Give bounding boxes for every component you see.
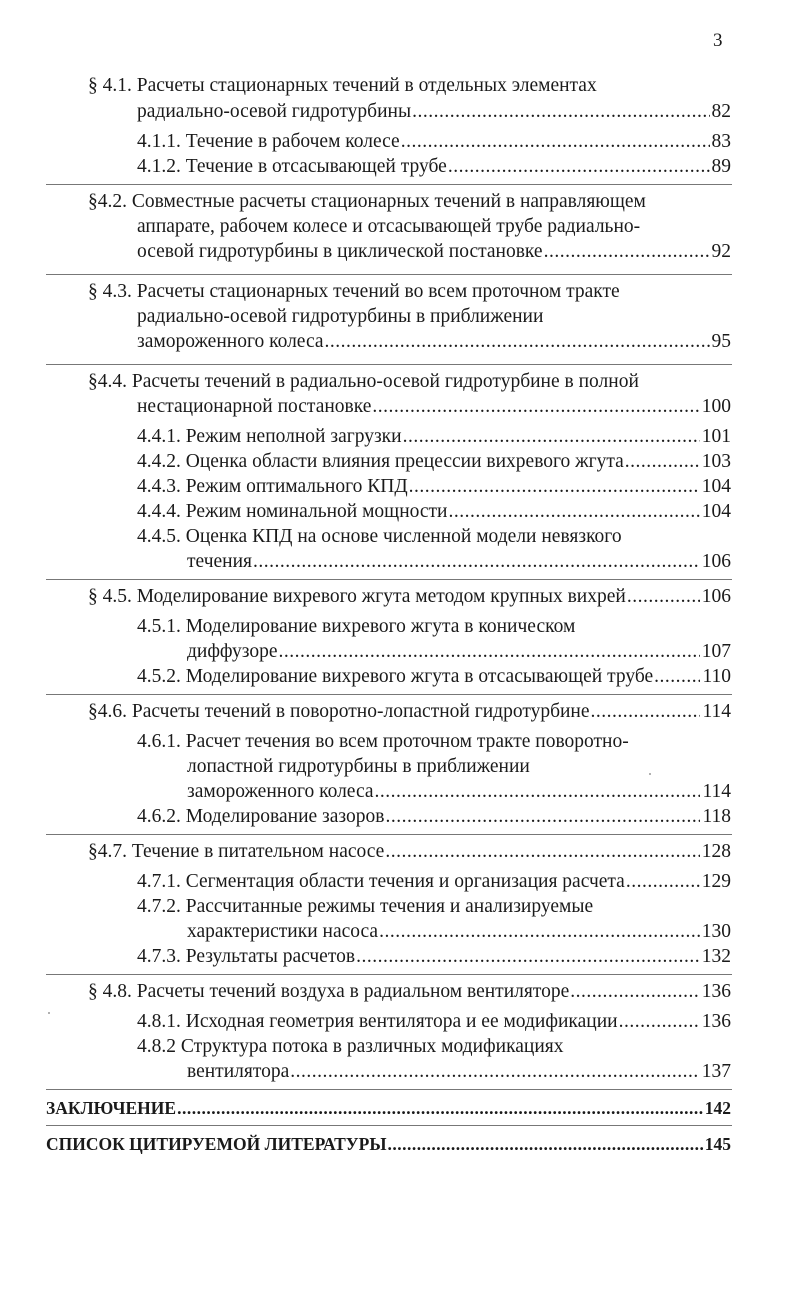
toc-entry-4-2[interactable]: осевой гидротурбины в циклической постановке ..... 92 [137,239,731,265]
page-ref: 82 [711,101,731,122]
page-number: 3 [713,30,723,51]
toc-entry-4-1[interactable]: радиально-осевой гидротурбины ..... 82 [137,99,731,125]
toc-entry-4-5[interactable]: § 4.5. Моделирование вихревого жгута методом крупных вихрей ..... 106 [88,584,731,610]
toc-entry-4-1-2[interactable]: 4.1.2. Течение в отсасывающей трубе ..... 89 [137,154,731,180]
toc-entry-4-4-2[interactable]: 4.4.2. Оценка области влияния прецессии вихревого жгута ..... 103 [137,449,731,475]
toc-section-4-4-title-line1: §4.4. Расчеты течений в радиально-осевой гидротурбине в полной [88,371,639,392]
toc-entry-4-5-1-title-line1: 4.5.1. Моделирование вихревого жгута в коническом [137,616,576,637]
toc-section-4-1-title-line1: § 4.1. Расчеты стационарных течений в отдельных элементах [88,75,597,96]
toc-entry-4-5-1[interactable]: диффузоре ..... 107 [187,639,731,665]
toc-entry-conclusion[interactable]: ЗАКЛЮЧЕНИЕ ..... 142 [46,1095,731,1121]
toc-entry-4-1-1[interactable]: 4.1.1. Течение в рабочем колесе ..... 83 [137,129,731,155]
toc-entry-4-7-3[interactable]: 4.7.3. Результаты расчетов ..... 132 [137,944,731,970]
section-divider [46,834,732,835]
toc-section-4-2-title-line1: §4.2. Совместные расчеты стационарных течений в направляющем [88,191,646,212]
toc-entry-4-7-2[interactable]: характеристики насоса ..... 130 [187,919,731,945]
section-divider [46,694,732,695]
toc-entry-4-7-2-title-line1: 4.7.2. Рассчитанные режимы течения и анализируемые [137,896,594,917]
toc-entry-4-5-2[interactable]: 4.5.2. Моделирование вихревого жгута в отсасывающей трубе ..... 110 [137,664,731,690]
toc-entry-4-6-1-title-line2: лопастной гидротурбины в приближении [187,756,530,777]
section-divider [46,579,732,580]
section-divider [46,184,732,185]
dot-leader [412,99,709,125]
toc-entry-4-4-5[interactable]: течения ..... 106 [187,549,731,575]
toc-entry-4-4-1[interactable]: 4.4.1. Режим неполной загрузки ..... 101 [137,424,731,450]
toc-entry-4-6-1[interactable]: замороженного колеса ..... 114 [187,779,731,805]
toc-entry-4-4-5-title-line1: 4.4.5. Оценка КПД на основе численной модели невязкого [137,526,622,547]
toc-entry-4-8[interactable]: § 4.8. Расчеты течений воздуха в радиальном вентиляторе ..... 136 [88,979,731,1005]
section-divider [46,274,732,275]
toc-entry-literature[interactable]: СПИСОК ЦИТИРУЕМОЙ ЛИТЕРАТУРЫ ..... 145 [46,1131,731,1157]
toc-entry-4-8-1[interactable]: 4.8.1. Исходная геометрия вентилятора и ее модификации ..... 136 [137,1009,731,1035]
toc-section-4-2-title-line2: аппарате, рабочем колесе и отсасывающей трубе радиально- [137,216,641,237]
toc-section-4-3-title-line1: § 4.3. Расчеты стационарных течений во всем проточном тракте [88,281,620,302]
scan-speck [649,773,651,775]
section-divider [46,974,732,975]
toc-section-4-3-title-line2: радиально-осевой гидротурбины в приближении [137,306,544,327]
toc-entry-4-8-2[interactable]: вентилятора ..... 137 [187,1059,731,1085]
toc-entry-4-3[interactable]: замороженного колеса ..... 95 [137,329,731,355]
toc-entry-4-4-3[interactable]: 4.4.3. Режим оптимального КПД ..... 104 [137,474,731,500]
section-divider [46,364,732,365]
toc-entry-4-6-1-title-line1: 4.6.1. Расчет течения во всем проточном тракте поворотно- [137,731,629,752]
section-divider [46,1089,732,1090]
toc-entry-4-7-1[interactable]: 4.7.1. Сегментация области течения и организация расчета ..... 129 [137,869,731,895]
toc-entry-4-6-2[interactable]: 4.6.2. Моделирование зазоров ..... 118 [137,804,731,830]
toc-entry-4-4-4[interactable]: 4.4.4. Режим номинальной мощности ..... 104 [137,499,731,525]
toc-entry-4-4[interactable]: нестационарной постановке ..... 100 [137,394,731,420]
toc-entry-4-7[interactable]: §4.7. Течение в питательном насосе ..... 128 [88,839,731,865]
section-divider [46,1125,732,1126]
toc-entry-4-8-2-title-line1: 4.8.2 Структура потока в различных модификациях [137,1036,564,1057]
toc-entry-4-6[interactable]: §4.6. Расчеты течений в поворотно-лопастной гидротурбине ..... 114 [88,699,731,725]
scan-speck [48,1012,50,1014]
